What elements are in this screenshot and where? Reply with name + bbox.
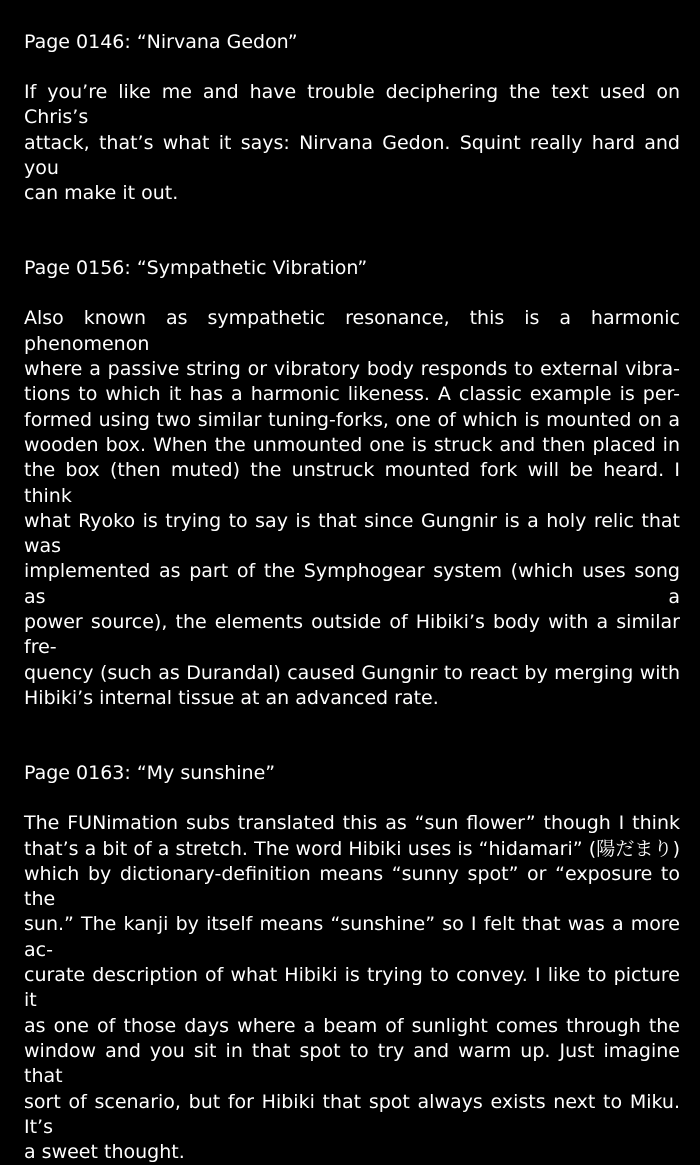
section-spacer — [24, 206, 680, 256]
note-section-0146 — [24, 30, 680, 206]
paragraph-line: curate description of what Hibiki is trying to convey. I like to picture it — [24, 964, 680, 1012]
paragraph-line: sort of scenario, but for Hibiki that spot always exists next to Miku. It’s — [24, 1090, 680, 1138]
paragraph-line: power source), the elements outside of Hibiki’s body with a similar fre- — [24, 611, 680, 659]
paragraph-line: wooden box. When the unmounted one is struck and then placed in — [24, 433, 680, 456]
paragraph-line: attack, that’s what it says: Nirvana Gedon. Squint really hard and you — [24, 131, 680, 179]
paragraph-line: window and you sit in that spot to try and warm up. Just imagine that — [24, 1039, 680, 1088]
paragraph-line: sun.” The kanji by itself means “sunshine” so I felt that was a more ac- — [24, 913, 680, 961]
note-paragraph — [24, 811, 680, 1165]
note-section-0163 — [24, 761, 680, 1165]
paragraph-line: which by dictionary-definition means “sunny spot” or “exposure to the — [24, 862, 680, 911]
paragraph-line: The FUNimation subs translated this as “sun flower” though I think — [24, 812, 680, 835]
paragraph-line: tions to which it has a harmonic likeness. A classic example is per- — [24, 383, 680, 406]
paragraph-line: where a passive string or vibratory body responds to external vibra- — [24, 358, 680, 381]
note-paragraph — [24, 80, 680, 206]
paragraph-line: If you’re like me and have trouble deciphering the text used on Chris’s — [24, 81, 680, 129]
paragraph-line: what Ryoko is trying to say is that since Gungnir is a holy relic that was — [24, 509, 680, 558]
note-section-0156 — [24, 256, 680, 711]
paragraph-line: can make it out. — [24, 182, 179, 205]
section-spacer — [24, 711, 680, 761]
paragraph-line: quency (such as Durandal) caused Gungnir to react by merging with — [24, 661, 680, 684]
paragraph-line: Hibiki’s internal tissue at an advanced rate. — [24, 686, 439, 709]
note-paragraph — [24, 306, 680, 711]
paragraph-line: formed using two similar tuning-forks, one of which is mounted on a — [24, 408, 680, 431]
note-title: Page 0146: “Nirvana Gedon” — [24, 31, 298, 53]
note-title: Page 0156: “Sympathetic Vibration” — [24, 257, 368, 280]
paragraph-line: as one of those days where a beam of sunlight comes through the — [24, 1014, 680, 1037]
paragraph-line: implemented as part of the Symphogear system (which uses song as a — [24, 560, 680, 608]
notes-page — [24, 30, 680, 1165]
paragraph-line: a sweet thought. — [24, 1141, 185, 1164]
paragraph-line: that’s a bit of a stretch. The word Hibiki uses is “hidamari” (陽だまり) — [24, 837, 680, 860]
note-title: Page 0163: “My sunshine” — [24, 762, 276, 785]
paragraph-line: Also known as sympathetic resonance, this is a harmonic phenomenon — [24, 307, 680, 355]
paragraph-line: the box (then muted) the unstruck mounted fork will be heard. I think — [24, 459, 680, 507]
